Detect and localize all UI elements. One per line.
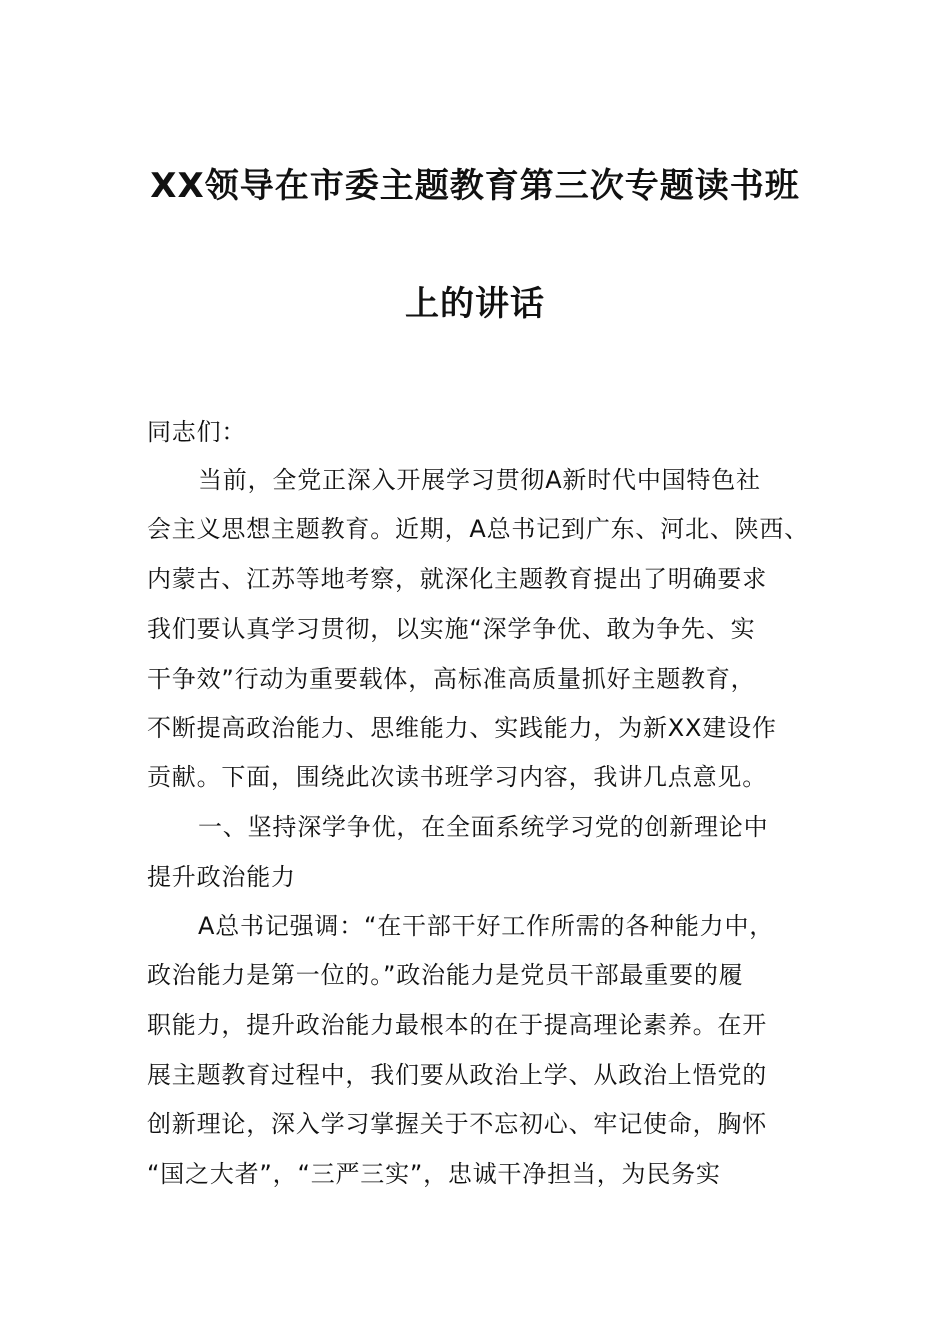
body-line: 政治能力是第一位的。”政治能力是党员干部最重要的履 — [147, 961, 744, 989]
document-title-line-2: 上的讲话 — [405, 284, 545, 324]
section-heading-line: 一、坚持深学争优，在全面系统学习党的创新理论中 — [198, 813, 769, 841]
body-line: 展主题教育过程中，我们要从政治上学、从政治上悟党的 — [147, 1061, 767, 1089]
document-title-line-1: XX领导在市委主题教育第三次专题读书班 — [150, 166, 800, 206]
body-line: 会主义思想主题教育。近期，A总书记到广东、河北、陕西、 — [147, 515, 810, 543]
body-line: 创新理论，深入学习掌握关于不忘初心、牢记使命，胸怀 — [147, 1110, 767, 1138]
body-line: A总书记强调：“在干部干好工作所需的各种能力中， — [198, 912, 775, 940]
body-line: 职能力，提升政治能力最根本的在于提高理论素养。在开 — [147, 1011, 767, 1039]
body-line: 内蒙古、江苏等地考察，就深化主题教育提出了明确要求 — [147, 565, 767, 593]
body-line: 不断提高政治能力、思维能力、实践能力，为新XX建设作 — [147, 714, 777, 742]
body-line: 当前，全党正深入开展学习贯彻A新时代中国特色社 — [198, 466, 761, 494]
body-line: “国之大者”，“三严三实”，忠诚干净担当，为民务实 — [147, 1160, 721, 1188]
body-line: 干争效”行动为重要载体，高标准高质量抓好主题教育， — [147, 665, 756, 693]
salutation: 同志们： — [147, 418, 247, 446]
section-heading-line: 提升政治能力 — [147, 863, 296, 891]
body-line: 我们要认真学习贯彻，以实施“深学争优、敢为争先、实 — [147, 615, 756, 643]
body-line: 贡献。下面，围绕此次读书班学习内容，我讲几点意见。 — [147, 763, 767, 791]
